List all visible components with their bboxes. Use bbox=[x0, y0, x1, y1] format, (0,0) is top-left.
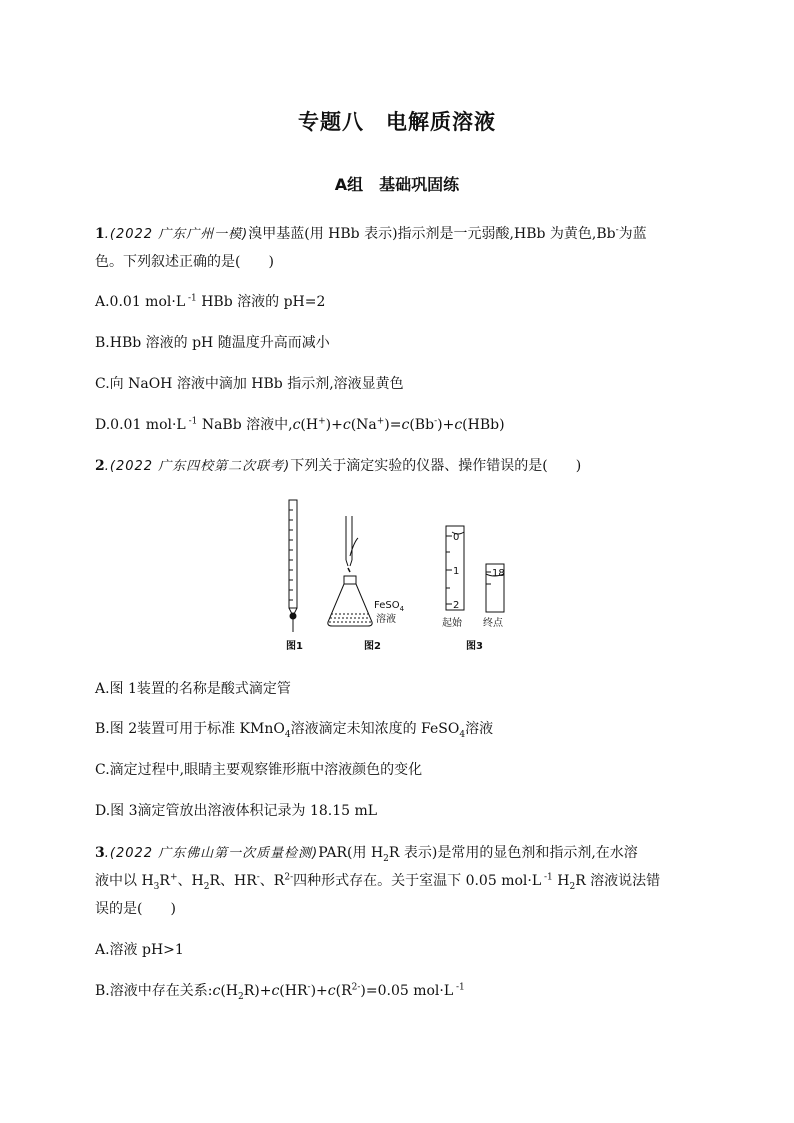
q3-b-text: R)+ bbox=[243, 983, 272, 999]
titration-figure bbox=[270, 494, 530, 659]
fig2-feso4-label: FeSO$_4$ bbox=[374, 600, 405, 613]
q1-option-b: B.HBb 溶液的 pH 随温度升高而减小 bbox=[95, 335, 330, 351]
q1-d-text2: NaBb 溶液中, bbox=[197, 417, 293, 433]
q2-option-a: A.图 1装置的名称是酸式滴定管 bbox=[95, 681, 291, 697]
q2-source: .(2022 广东四校第二次联考) bbox=[104, 459, 291, 474]
q2-b-text: B.图 2装置可用于标准 KMnO bbox=[95, 721, 285, 737]
q3-b-c: c bbox=[212, 983, 221, 999]
q3-stem-line1 bbox=[95, 843, 715, 864]
q1-d-bb: (Bb bbox=[409, 417, 435, 433]
q3-option-b bbox=[95, 981, 715, 1001]
q1-a-text: A.0.01 mol·L bbox=[95, 294, 186, 310]
q3-l2-sup: + bbox=[169, 872, 178, 883]
q3-l2-text: 、R bbox=[259, 873, 285, 889]
q1-d-h: (H bbox=[300, 417, 319, 433]
q1-number: 1 bbox=[95, 226, 105, 242]
fig3-caption: 图3 bbox=[466, 641, 483, 652]
q3-stem-line2 bbox=[95, 871, 715, 891]
q1-stem-line2: 色。下列叙述正确的是( ) bbox=[95, 254, 274, 270]
q1-d-c: c bbox=[454, 417, 463, 433]
q2-option-c: C.滴定过程中,眼睛主要观察锥形瓶中溶液颜色的变化 bbox=[95, 762, 423, 778]
q1-d-plus: )+ bbox=[437, 417, 455, 433]
fig2-solution-label: 溶液 bbox=[376, 614, 396, 625]
q3-l2-text: 液中以 H bbox=[95, 873, 154, 889]
q1-stem-line1 bbox=[95, 224, 715, 245]
q3-stem-line3: 误的是( ) bbox=[95, 901, 176, 917]
q3-b-sub: 2 bbox=[237, 991, 244, 1002]
q3-l2-sub: 2 bbox=[203, 881, 210, 892]
q2-b-text3: 溶液 bbox=[465, 721, 494, 737]
q2-b-sub: 4 bbox=[284, 729, 291, 740]
q3-l2-sup: 2- bbox=[284, 872, 294, 883]
q3-b-sup: - bbox=[307, 982, 311, 993]
q3-l2-text: 、H bbox=[177, 873, 204, 889]
q1-d-sup: -1 bbox=[185, 416, 198, 427]
fig3-tick-2: 2 bbox=[453, 600, 460, 611]
q1-option-d bbox=[95, 415, 715, 435]
q1-d-hbb: (HBb) bbox=[462, 417, 505, 433]
q1-source: .(2022 广东广州一模) bbox=[104, 227, 249, 242]
q2-option-b bbox=[95, 719, 715, 739]
fig1-caption: 图1 bbox=[286, 641, 303, 652]
q3-l2-text: R 溶液说法错 bbox=[575, 873, 661, 889]
q3-l2-sup: -1 bbox=[541, 872, 553, 883]
fig3-start-label: 起始 bbox=[442, 618, 462, 629]
q1-a-sup: -1 bbox=[185, 293, 197, 304]
q3-l2-text: R、HR bbox=[209, 873, 257, 889]
group-heading: A组 基础巩固练 bbox=[334, 175, 460, 194]
q1-option-c: C.向 NaOH 溶液中滴加 HBb 指示剂,溶液显黄色 bbox=[95, 376, 404, 392]
fig2-caption: 图2 bbox=[364, 641, 381, 652]
fig3-tick-18: 18 bbox=[492, 568, 505, 579]
q3-b-text: (H bbox=[220, 983, 238, 999]
q3-source: .(2022 广东佛山第一次质量检测) bbox=[104, 846, 319, 861]
q2-stem bbox=[95, 456, 715, 477]
fig3-end-label: 终点 bbox=[483, 618, 503, 629]
q3-b-c: c bbox=[271, 983, 280, 999]
q3-number: 3 bbox=[95, 845, 105, 861]
q1-stem-text: 溴甲基蓝(用 HBb 表示)指示剂是一元弱酸,HBb 为黄色,Bb bbox=[248, 226, 616, 242]
q1-option-a bbox=[95, 292, 715, 312]
q1-d-na: (Na bbox=[350, 417, 377, 433]
q1-d-eq: )= bbox=[384, 417, 402, 433]
q3-stem-text2: R 表示)是常用的显色剂和指示剂,在水溶 bbox=[388, 845, 638, 861]
q3-stem-text: PAR(用 H bbox=[318, 845, 384, 861]
q1-d-nasup: + bbox=[376, 416, 385, 427]
q3-b-sup: 2- bbox=[351, 982, 361, 993]
q1-d-text: D.0.01 mol·L bbox=[95, 417, 186, 433]
fig3-tick-1: 1 bbox=[453, 566, 460, 577]
conical-flask-diagram bbox=[328, 516, 372, 626]
q3-b-text: )=0.05 mol·L bbox=[360, 983, 454, 999]
q3-l2-sub: 3 bbox=[153, 881, 160, 892]
q3-b-sup: -1 bbox=[453, 982, 465, 993]
q1-stem-sup: - bbox=[615, 225, 619, 236]
q1-stem-text-end: 为蓝 bbox=[618, 226, 647, 242]
q3-l2-text: R bbox=[159, 873, 170, 889]
q2-b-text2: 溶液滴定未知浓度的 FeSO bbox=[290, 721, 460, 737]
q3-option-a: A.溶液 pH>1 bbox=[95, 942, 184, 958]
q3-l2-text: H bbox=[552, 873, 570, 889]
q3-l2-sup: - bbox=[256, 872, 260, 883]
q3-b-c: c bbox=[327, 983, 336, 999]
q1-d-bbsup: - bbox=[434, 416, 438, 427]
q1-a-text-end: HBb 溶液的 pH=2 bbox=[196, 294, 326, 310]
q1-d-hsup: + bbox=[318, 416, 326, 427]
q1-d-c: c bbox=[342, 417, 351, 433]
q3-b-text: B.溶液中存在关系: bbox=[95, 983, 213, 999]
q3-b-text: (HR bbox=[279, 983, 308, 999]
q2-stem-text: 下列关于滴定实验的仪器、操作错误的是( ) bbox=[290, 458, 582, 474]
q3-l2-text: 四种形式存在。关于室温下 0.05 mol·L bbox=[293, 873, 542, 889]
q1-d-c: c bbox=[292, 417, 301, 433]
burette-diagram bbox=[289, 500, 297, 632]
section-title: 专题八 电解质溶液 bbox=[298, 110, 496, 134]
q2-b-sub2: 4 bbox=[459, 729, 466, 740]
q2-option-d: D.图 3滴定管放出溶液体积记录为 18.15 mL bbox=[95, 803, 378, 819]
q1-d-c: c bbox=[401, 417, 410, 433]
fig3-tick-0: 0 bbox=[453, 532, 460, 543]
q3-stem-sub: 2 bbox=[383, 853, 389, 864]
q3-l2-sub: 2 bbox=[569, 881, 576, 892]
q3-b-text: (R bbox=[335, 983, 352, 999]
q3-b-text: )+ bbox=[310, 983, 328, 999]
q1-d-plus: )+ bbox=[325, 417, 343, 433]
q2-number: 2 bbox=[95, 458, 105, 474]
